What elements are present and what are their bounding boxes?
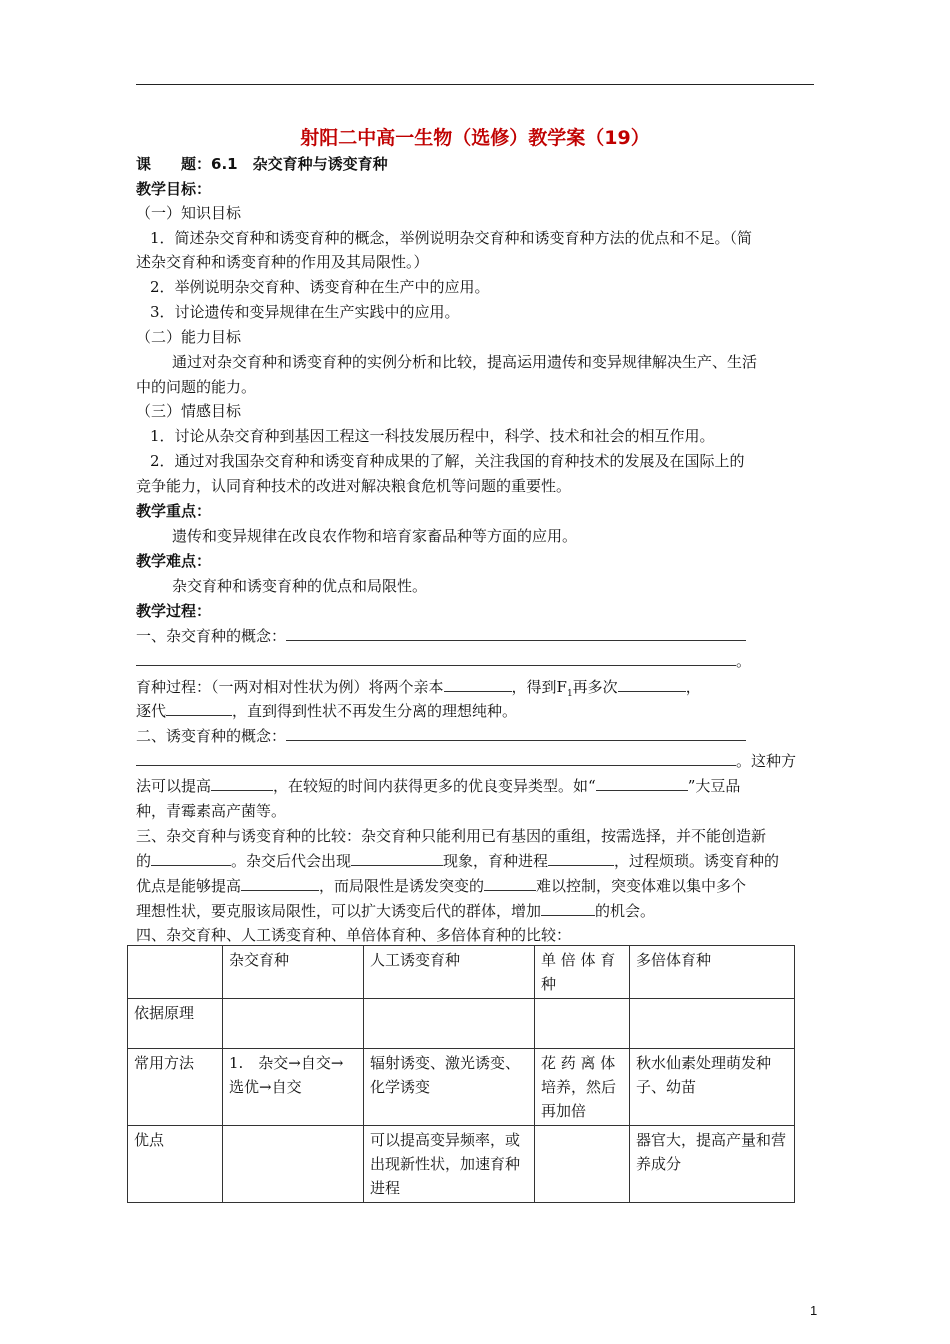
- k1-line1: 1．简述杂交育种和诱变育种的概念，举例说明杂交育种和诱变育种方法的优点和不足。（简: [150, 229, 753, 247]
- table-row: [128, 946, 795, 999]
- table-cell: 秋水仙素处理萌发种子、幼苗: [630, 1049, 795, 1126]
- k3: 3．讨论遗传和变异规律在生产实践中的应用。: [150, 303, 460, 321]
- e1: 1．讨论从杂交育种到基因工程这一科技发展历程中，科学、技术和社会的相互作用。: [150, 427, 715, 445]
- table-cell[interactable]: [223, 1126, 364, 1203]
- blank-generations[interactable]: [166, 701, 232, 716]
- k1-line2: 述杂交育种和诱变育种的作用及其局限性。）: [136, 253, 429, 271]
- table-header: 人工诱变育种: [364, 946, 535, 999]
- s3-line1: 三、杂交育种与诱变育种的比较：杂交育种只能利用已有基因的重组，按需选择，并不能创造新: [136, 827, 767, 845]
- table-header: 多倍体育种: [630, 946, 795, 999]
- s2b-a: 法可以提高: [136, 777, 212, 795]
- ability-line1: 通过对杂交育种和诱变育种的实例分析和比较，提高运用遗传和变异规律解决生产、生活: [172, 353, 758, 371]
- blank-soybean[interactable]: [596, 776, 688, 791]
- s3c-c: 难以控制，突变体难以集中多个: [536, 877, 747, 895]
- table-header: 单 倍 体 育 种: [535, 946, 630, 999]
- s3b-c: 现象，育种进程: [443, 852, 549, 870]
- blank-speed[interactable]: [548, 851, 614, 866]
- difficult-heading: 教学难点：: [136, 552, 212, 570]
- breed-line1: [136, 677, 816, 704]
- s2b-b: ，在较短的时间内获得更多的优良变异类型。如“: [273, 777, 596, 795]
- table-row: [128, 1126, 795, 1203]
- ability-line2: 中的问题的能力。: [136, 378, 257, 396]
- topic-line: [136, 154, 816, 174]
- process-heading: 教学过程：: [136, 602, 212, 620]
- table-cell[interactable]: [630, 999, 795, 1049]
- table-cell: 1. 杂交→自交→选优→自交: [223, 1049, 364, 1126]
- s3b-b: 。杂交后代会出现: [231, 852, 352, 870]
- table-cell: 可以提高变异频率，或出现新性状，加速育种进程: [364, 1126, 535, 1203]
- blank-mutation-concept-1[interactable]: [286, 726, 746, 741]
- s3-line4: [136, 901, 816, 921]
- table-cell[interactable]: [223, 999, 364, 1049]
- topic: 6.1 杂交育种与诱变育种: [211, 155, 388, 173]
- s3c-b: ，而局限性是诱发突变的: [319, 877, 485, 895]
- table-row: [128, 999, 795, 1049]
- page-title: 射阳二中高一生物（选修）教学案（19）: [300, 127, 650, 149]
- row-label: 优点: [128, 1126, 223, 1203]
- table-cell[interactable]: [535, 1126, 630, 1203]
- goals-heading: 教学目标：: [136, 180, 212, 198]
- ability-heading: （二）能力目标: [136, 328, 242, 346]
- row-label: 常用方法: [128, 1049, 223, 1126]
- s3-line3: [136, 876, 816, 896]
- blank-advantage[interactable]: [241, 876, 319, 891]
- breed-d: ，: [685, 678, 701, 696]
- blank-new-genes[interactable]: [151, 851, 231, 866]
- s3d-b: 的机会。: [595, 902, 656, 920]
- s3-line2: [136, 851, 816, 871]
- s2-line1: [136, 726, 816, 746]
- e2-line2: 竞争能力，认同育种技术的改进对解决粮食危机等问题的重要性。: [136, 477, 572, 495]
- breed-c: 再多次: [572, 678, 618, 696]
- s3d-a: 理想性状，要克服该局限性，可以扩大诱变后代的群体，增加: [136, 902, 542, 920]
- breed-b: ，得到F: [511, 678, 567, 696]
- table-cell[interactable]: [535, 999, 630, 1049]
- s2b-c: ”大豆品: [687, 777, 741, 795]
- breed-line2: [136, 701, 816, 721]
- s2-line3: [136, 776, 816, 796]
- s2-end: 。这种方: [736, 752, 797, 770]
- table-cell: 器官大，提高产量和营养成分: [630, 1126, 795, 1203]
- key-text: 遗传和变异规律在改良农作物和培育家畜品种等方面的应用。: [172, 527, 578, 545]
- table-cell: 辐射诱变、激光诱变、化学诱变: [364, 1049, 535, 1126]
- comparison-table: [127, 945, 795, 1203]
- blank-phenomenon[interactable]: [351, 851, 443, 866]
- emotion-heading: （三）情感目标: [136, 402, 242, 420]
- s4: 四、杂交育种、人工诱变育种、单倍体育种、多倍体育种的比较：: [136, 926, 572, 944]
- breed-sub: 1: [566, 689, 573, 699]
- e2-line1: 2．通过对我国杂交育种和诱变育种成果的了解，关注我国的育种技术的发展及在国际上的: [150, 452, 745, 470]
- page-number: 1: [810, 1303, 818, 1318]
- row-label: 依据原理: [128, 999, 223, 1049]
- s1-line1: [136, 626, 816, 646]
- breed2-b: ，直到得到性状不再发生分离的理想纯种。: [232, 702, 518, 720]
- blank-improve[interactable]: [211, 776, 273, 791]
- s2-label: 二、诱变育种的概念：: [136, 727, 287, 745]
- s1-line2: [136, 651, 816, 671]
- s1-label: 一、杂交育种的概念：: [136, 627, 287, 645]
- blank-chance[interactable]: [541, 901, 595, 916]
- blank-hybrid-concept-2[interactable]: [136, 651, 736, 666]
- table-cell-empty: [128, 946, 223, 999]
- blank-mutation-concept-2[interactable]: [136, 751, 736, 766]
- breed2-a: 逐代: [136, 702, 167, 720]
- topic-label: 课 题：: [136, 155, 212, 173]
- difficult-text: 杂交育种和诱变育种的优点和局限性。: [172, 577, 428, 595]
- blank-parents[interactable]: [444, 677, 512, 692]
- s3b-a: 的: [136, 852, 152, 870]
- s2c: 种，青霉素高产菌等。: [136, 802, 287, 820]
- table-header: 杂交育种: [223, 946, 364, 999]
- blank-direction[interactable]: [484, 876, 536, 891]
- breed-a: 育种过程：（一两对相对性状为例）将两个亲本: [136, 678, 444, 696]
- s3b-d: ，过程烦琐。诱变育种的: [614, 852, 780, 870]
- k2: 2．举例说明杂交育种、诱变育种在生产中的应用。: [150, 278, 490, 296]
- s1-end: 。: [736, 652, 752, 670]
- top-rule: [136, 84, 814, 85]
- blank-self-cross[interactable]: [618, 677, 686, 692]
- knowledge-heading: （一）知识目标: [136, 204, 242, 222]
- table-cell: 花 药 离 体 培养，然后再加倍: [535, 1049, 630, 1126]
- table-row: [128, 1049, 795, 1126]
- s3c-a: 优点是能够提高: [136, 877, 242, 895]
- table-cell[interactable]: [364, 999, 535, 1049]
- key-heading: 教学重点：: [136, 502, 212, 520]
- s2-line2: [136, 751, 816, 771]
- blank-hybrid-concept-1[interactable]: [286, 626, 746, 641]
